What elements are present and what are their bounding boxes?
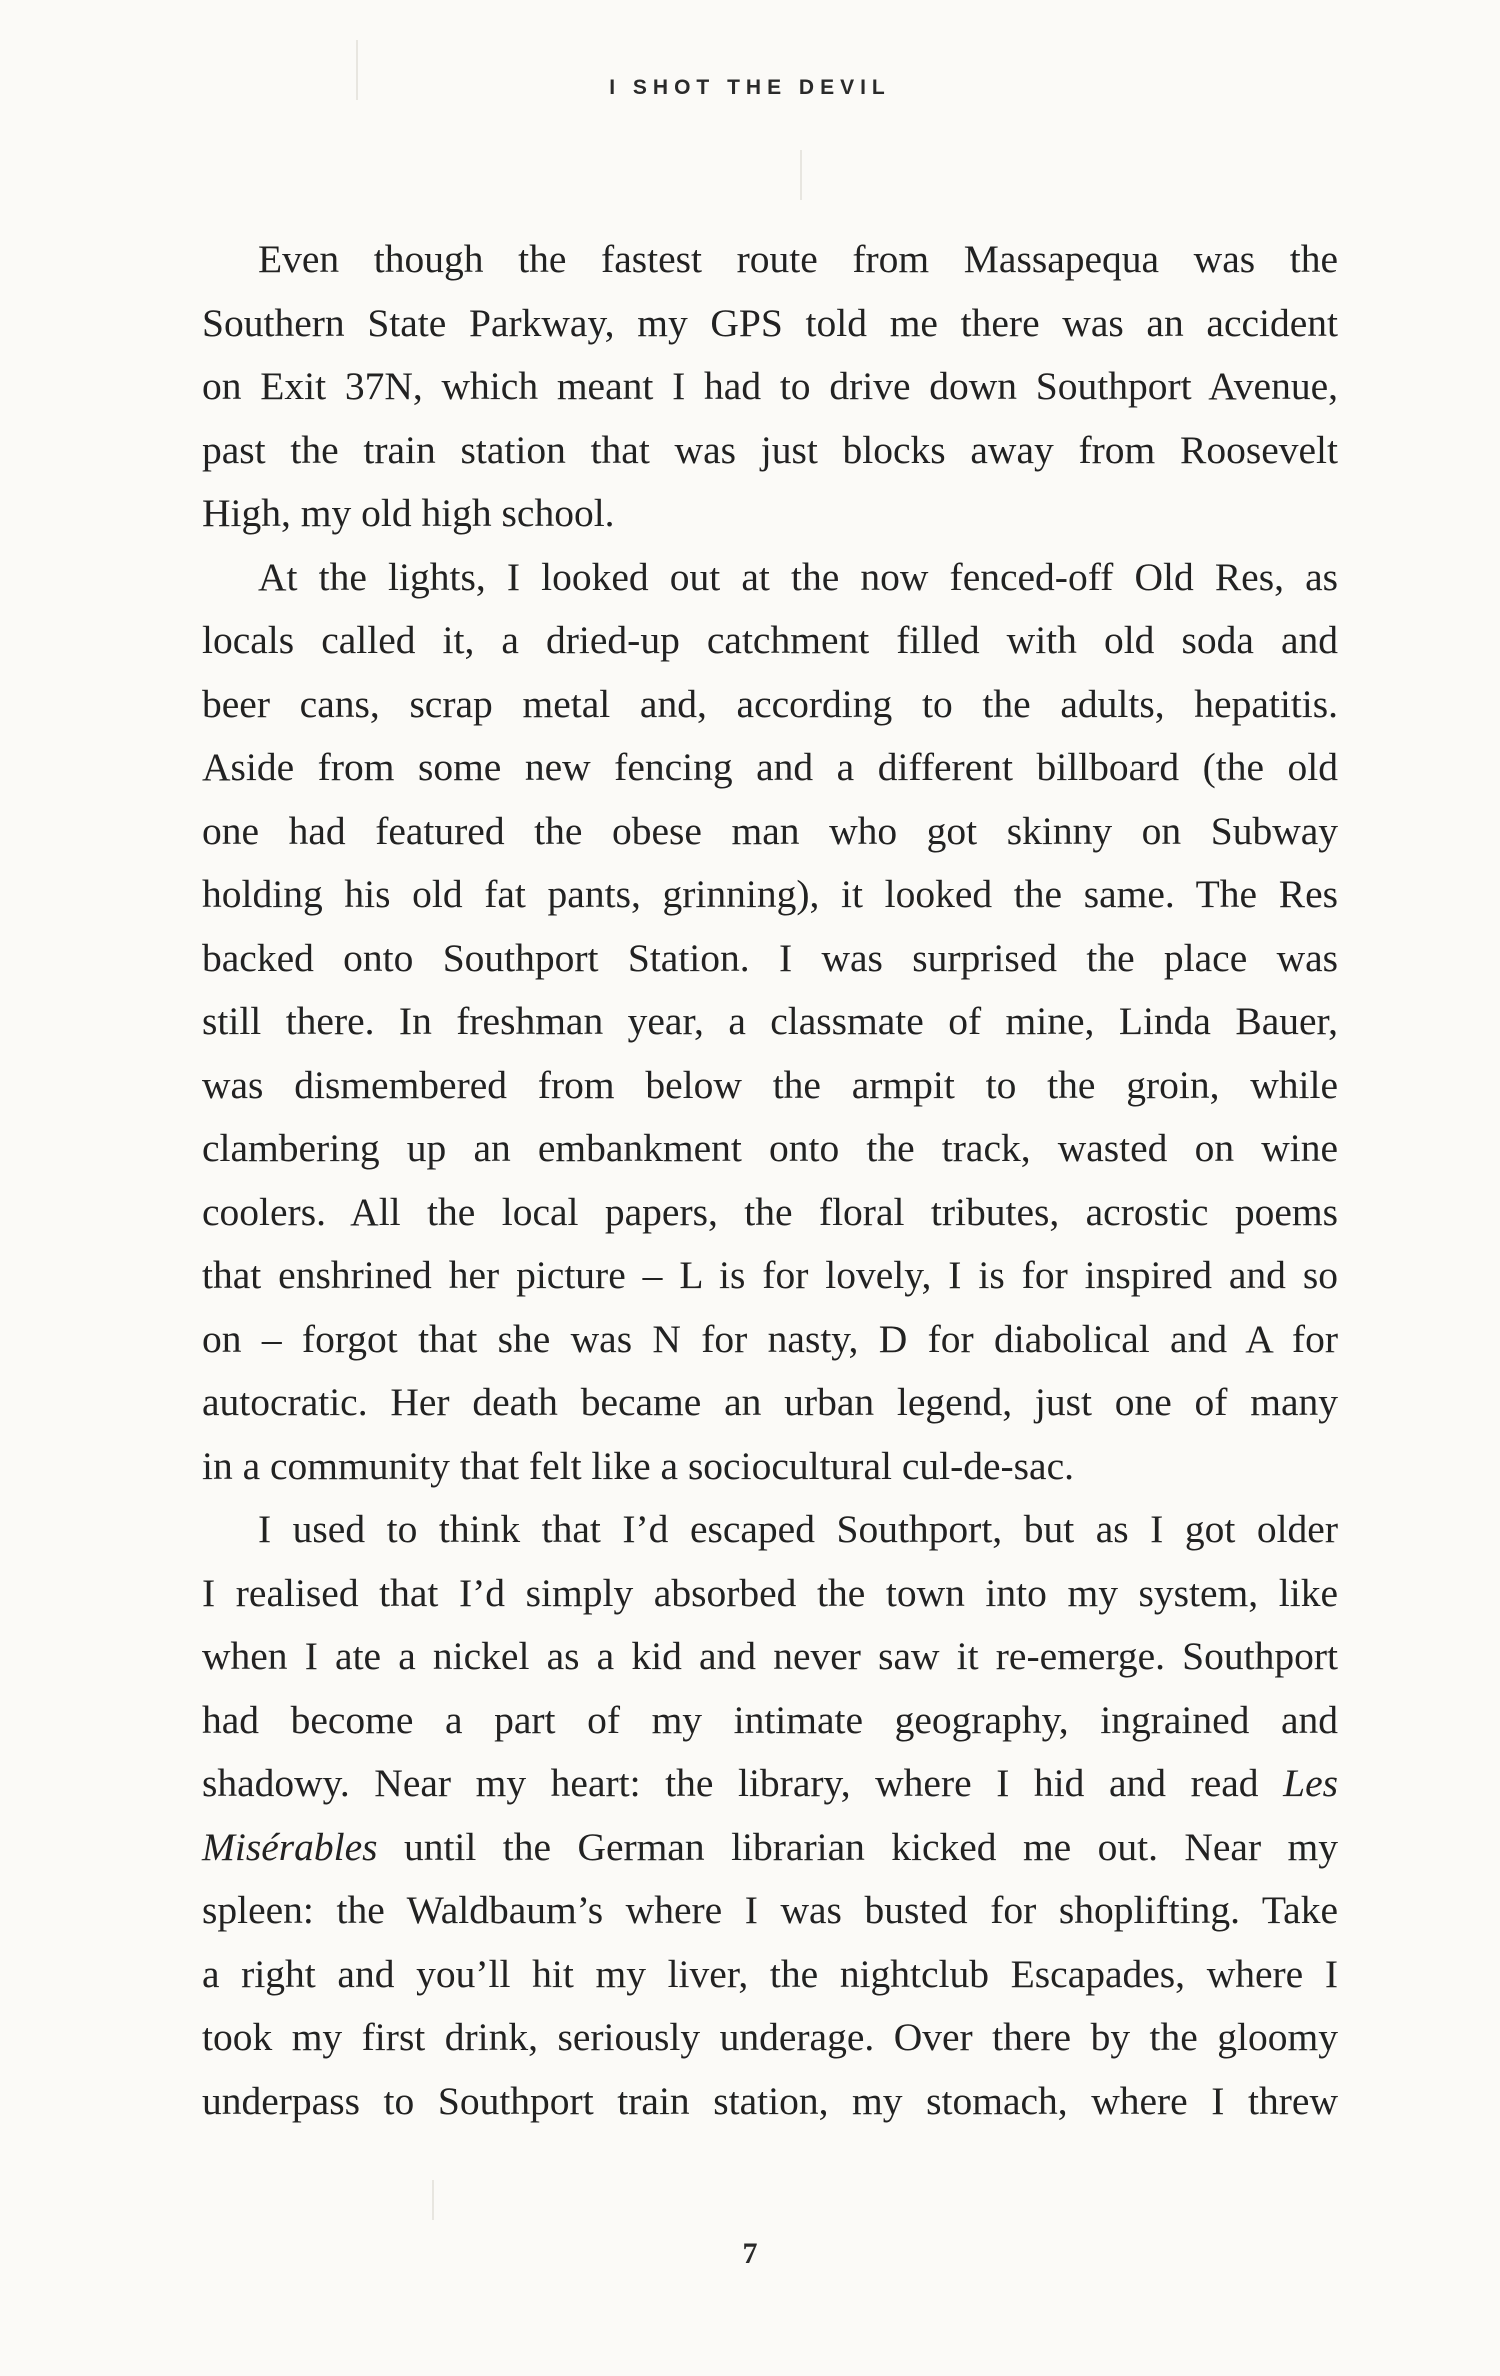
text-line: autocratic. Her death became an urban legend, just one of many: [202, 1380, 1338, 1424]
text-line: a right and you’ll hit my liver, the nightclub Escapades, where I: [202, 1951, 1338, 1996]
text-line: Even though the fastest route from Massapequa was the: [258, 237, 1338, 281]
text-line: was dismembered from below the armpit to the groin, while: [202, 1062, 1338, 1107]
text-segment: until the German librarian kicked me out. Near my: [403, 1824, 1338, 1869]
body-text: [202, 228, 1338, 2133]
text-line: had become a part of my intimate geography, ingrained and: [202, 1697, 1338, 1742]
text-line: underpass to Southport train station, my stomach, where I threw: [202, 2078, 1338, 2123]
text-line: At the lights, I looked out at the now fenced-off Old Res, as: [258, 554, 1338, 599]
text-line: holding his old fat pants, grinning), it looked the same. The Res: [202, 872, 1338, 916]
text-line: took my first drink, seriously underage. Over there by the gloomy: [202, 2015, 1338, 2059]
text-line: locals called it, a dried-up catchment filled with old soda and: [202, 618, 1338, 662]
text-line: I used to think that I’d escaped Southport, but as I got older: [258, 1507, 1338, 1551]
text-line: High, my old high school.: [202, 491, 615, 535]
text-line: when I ate a nickel as a kid and never saw it re-emerge. Southport: [202, 1634, 1338, 1678]
text-line: [202, 1816, 1338, 1880]
running-head: I SHOT THE DEVIL: [609, 76, 891, 99]
italic-title: Les: [1283, 1761, 1338, 1805]
text-line: Southern State Parkway, my GPS told me there was an accident: [202, 300, 1338, 345]
text-line: coolers. All the local papers, the floral tributes, acrostic poems: [202, 1189, 1338, 1234]
text-line: [202, 1752, 1338, 1816]
text-line: beer cans, scrap metal and, according to the adults, hepatitis.: [202, 681, 1338, 726]
text-line: that enshrined her picture – L is for lovely, I is for inspired and so: [202, 1253, 1338, 1297]
text-line: backed onto Southport Station. I was surprised the place was: [202, 935, 1338, 980]
text-line: spleen: the Waldbaum’s where I was busted for shoplifting. Take: [202, 1888, 1338, 1932]
page-number: 7: [742, 2237, 758, 2270]
text-line: clambering up an embankment onto the track, wasted on wine: [202, 1126, 1338, 1170]
text-line: past the train station that was just blocks away from Roosevelt: [202, 427, 1338, 472]
scan-artifact: [432, 2180, 434, 2220]
text-line: in a community that felt like a sociocultural cul-de-sac.: [202, 1443, 1074, 1488]
italic-title: Misérables: [202, 1824, 378, 1869]
text-line: I realised that I’d simply absorbed the town into my system, like: [202, 1570, 1338, 1615]
text-line: on – forgot that she was N for nasty, D for diabolical and A for: [202, 1316, 1338, 1361]
text-segment: shadowy. Near my heart: the library, where I hid and read: [202, 1761, 1259, 1805]
text-line: Aside from some new fencing and a different billboard (the old: [202, 745, 1338, 789]
text-line: one had featured the obese man who got skinny on Subway: [202, 808, 1338, 853]
text-line: on Exit 37N, which meant I had to drive down Southport Avenue,: [202, 364, 1338, 408]
text-line: still there. In freshman year, a classmate of mine, Linda Bauer,: [202, 999, 1338, 1043]
scan-artifact: [800, 150, 802, 200]
